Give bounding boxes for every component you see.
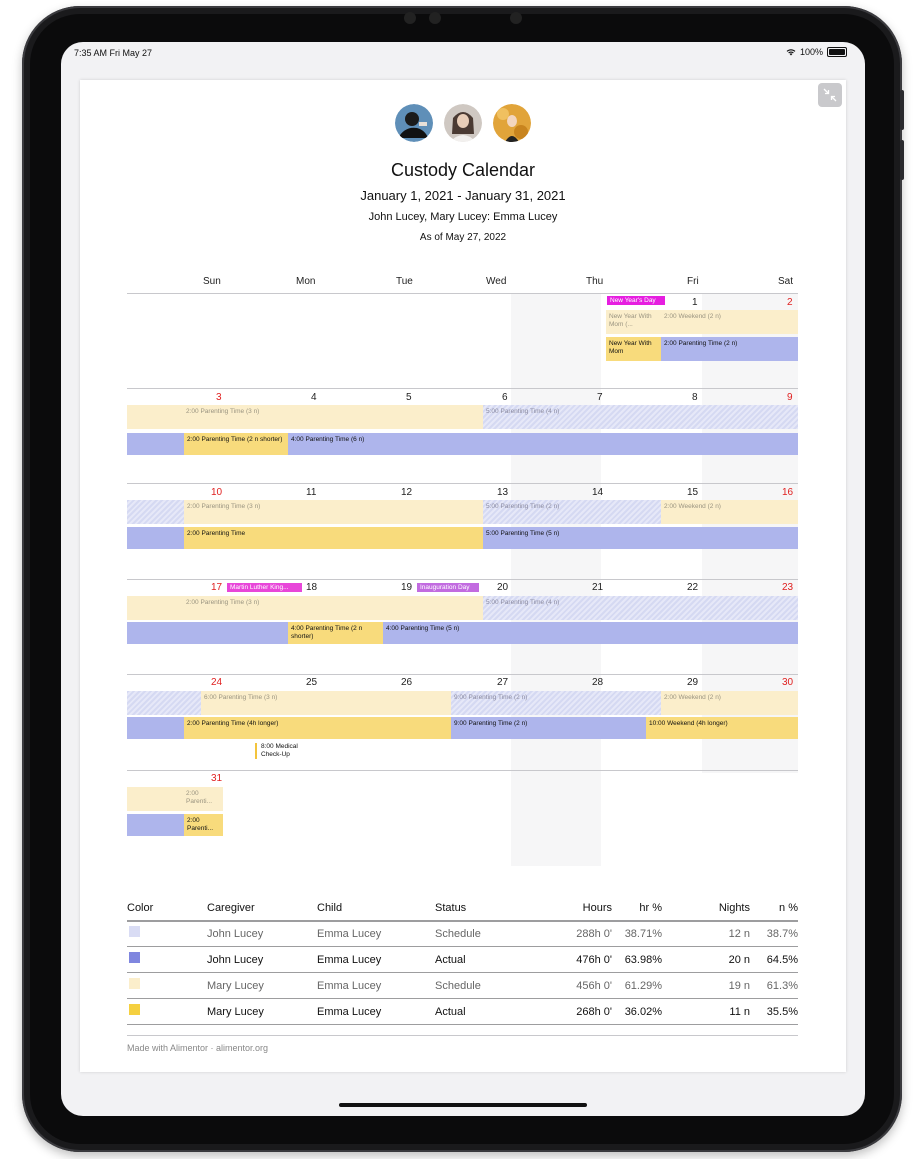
table-header [127,894,798,922]
nights-cell: 20 n [728,954,750,966]
day-8[interactable]: 8 [692,392,698,403]
actual-bar[interactable]: 2:00 Parenting Time [184,527,483,549]
status-time: 7:35 AM Fri May 27 [74,48,153,58]
schedule-bar[interactable]: 5:00 Parenting Time (2 n) [483,500,661,524]
child-cell: Emma Lucey [317,954,382,966]
header-status: Status [435,902,467,914]
status-right [786,47,847,57]
collapse-icon [818,83,842,107]
schedule-bar[interactable]: 2:00 Parenting Time (3 n) [184,500,483,524]
week-divider [127,483,798,484]
footer-credit[interactable]: Made with Alimentor · alimentor.org [127,1043,269,1053]
day-11[interactable]: 11 [306,487,317,498]
day-25[interactable]: 25 [306,677,318,688]
table-row [127,998,798,1025]
day-26[interactable]: 26 [401,677,413,688]
day-18[interactable]: 18 [306,582,318,593]
day-31[interactable]: 31 [211,773,223,784]
actual-bar[interactable]: 5:00 Parenting Time (5 n) [483,527,798,549]
weekday-thu: Thu [586,276,604,287]
hours-cell: 456h 0' [576,980,612,992]
actual-bar[interactable]: 4:00 Parenting Time (5 n) [383,622,798,644]
day-2[interactable]: 2 [787,297,793,308]
week-divider [127,293,798,294]
day-9[interactable]: 9 [787,392,793,403]
schedule-bar[interactable] [127,691,201,715]
n-pct-cell: 64.5% [766,954,798,966]
n-pct-cell: 61.3% [766,980,798,992]
day-28[interactable]: 28 [592,677,604,688]
schedule-bar[interactable]: 6:00 Parenting Time (3 n) [201,691,451,715]
day-30[interactable]: 30 [782,677,794,688]
day-16[interactable]: 16 [782,487,794,498]
day-21[interactable]: 21 [592,582,604,593]
schedule-bar[interactable]: 2:00 Parenti... [127,787,223,811]
child-cell: Emma Lucey [317,980,382,992]
status-cell: Schedule [435,980,481,992]
day-17[interactable]: 17 [211,582,223,593]
schedule-bar[interactable]: New Year With Mom (... [606,310,661,334]
front-camera [404,12,416,24]
sensor [429,12,441,24]
hours-cell: 288h 0' [576,928,612,940]
schedule-bar[interactable]: 2:00 Parenting Time (3 n) [127,405,483,429]
day-27[interactable]: 27 [497,677,509,688]
actual-bar[interactable] [127,622,288,644]
hr-pct-cell: 61.29% [624,980,662,992]
caregiver-cell: John Lucey [207,954,264,966]
weekday-wed: Wed [486,276,507,287]
avatar-emma [493,104,531,142]
caregiver-cell: Mary Lucey [207,980,264,992]
week-divider [127,674,798,675]
header-hr-pct: hr % [639,902,662,914]
table-row [127,920,798,947]
child-cell: Emma Lucey [317,928,382,940]
day-4[interactable]: 4 [311,392,317,403]
actual-bar[interactable]: 4:00 Parenting Time (2 n shorter) [288,622,383,644]
header-n-pct: n % [779,902,798,914]
actual-bar[interactable] [127,527,184,549]
color-swatch [129,926,140,937]
footer-divider [127,1035,798,1036]
week-divider [127,579,798,580]
screen [61,42,865,1116]
day-14[interactable]: 14 [592,487,604,498]
day-5[interactable]: 5 [406,392,412,403]
actual-bar[interactable]: 4:00 Parenting Time (6 n) [288,433,798,455]
day-19[interactable]: 19 [401,582,413,593]
schedule-bar[interactable]: 5:00 Parenting Time (4 n) [483,405,798,429]
home-indicator[interactable] [339,1103,587,1107]
caregiver-cell: Mary Lucey [207,1006,264,1018]
day-22[interactable]: 22 [687,582,699,593]
header-nights: Nights [718,902,750,914]
day-24[interactable]: 24 [211,677,223,688]
status-cell: Schedule [435,928,481,940]
actual-bar[interactable]: 2:00 Parenting Time (4h longer) [184,717,451,739]
event-medical-checkup[interactable]: 8:00 Medical Check-Up [255,743,309,759]
week-divider [127,388,798,389]
day-13[interactable]: 13 [497,487,509,498]
holiday-new-year[interactable]: New Year's Day [607,296,665,305]
day-20[interactable]: 20 [497,582,509,593]
n-pct-cell: 35.5% [766,1006,798,1018]
day-15[interactable]: 15 [687,487,699,498]
schedule-bar[interactable]: 2:00 Weekend (2 n) [661,310,798,334]
weekday-sat: Sat [778,276,794,287]
week-divider [127,770,798,771]
hours-cell: 476h 0' [576,954,612,966]
report-page [80,80,846,1072]
child-cell: Emma Lucey [317,1006,382,1018]
status-cell: Actual [435,1006,466,1018]
hr-pct-cell: 63.98% [624,954,662,966]
report-date-range: January 1, 2021 - January 31, 2021 [360,188,566,203]
nights-cell: 12 n [728,928,750,940]
caregiver-cell: John Lucey [207,928,264,940]
header-caregiver: Caregiver [207,902,255,914]
color-swatch [129,1004,140,1015]
holiday-inauguration[interactable]: Inauguration Day [417,583,479,592]
schedule-bar[interactable]: 2:00 Weekend (2 n) [661,691,798,715]
battery-icon [827,47,847,57]
day-3[interactable]: 3 [216,392,222,403]
avatar-john [395,104,433,142]
weekday-sun: Sun [203,276,221,287]
day-7[interactable]: 7 [597,392,603,403]
nights-cell: 11 n [729,1006,750,1018]
color-swatch [129,952,140,963]
volume-button [900,90,904,130]
volume-button [900,140,904,180]
actual-bar[interactable] [127,814,184,836]
actual-bar[interactable]: 10:00 Weekend (4h longer) [646,717,798,739]
hours-cell: 268h 0' [576,1006,612,1018]
avatar-mary [444,104,482,142]
weekday-fri: Fri [687,276,699,287]
day-23[interactable]: 23 [782,582,794,593]
actual-bar[interactable]: New Year With Mom [606,337,661,361]
holiday-mlk[interactable]: Martin Luther King... [227,583,302,592]
sensor [510,12,522,24]
table-row [127,972,798,999]
actual-bar[interactable]: 2:00 Parenting Time (2 n) [661,337,798,361]
schedule-bar[interactable] [127,500,184,524]
n-pct-cell: 38.7% [766,928,798,940]
schedule-bar[interactable]: 2:00 Parenting Time (3 n) [127,596,483,620]
actual-bar[interactable] [127,717,184,739]
actual-bar[interactable]: 9:00 Parenting Time (2 n) [451,717,646,739]
day-1[interactable]: 1 [692,297,698,308]
actual-bar[interactable]: 2:00 Parenti... [184,814,223,836]
color-swatch [129,978,140,989]
status-bar [61,42,865,64]
schedule-bar[interactable]: 5:00 Parenting Time (4 n) [483,596,798,620]
actual-bar[interactable]: 2:00 Parenting Time (2 n shorter) [184,433,288,455]
day-10[interactable]: 10 [211,487,223,498]
day-6[interactable]: 6 [502,392,508,403]
status-cell: Actual [435,954,466,966]
battery-percent: 100% [799,47,823,57]
nights-cell: 19 n [728,980,750,992]
hr-pct-cell: 36.02% [624,1006,662,1018]
collapse-button[interactable] [818,83,842,107]
report-as-of: As of May 27, 2022 [419,232,507,243]
schedule-bar[interactable]: 2:00 Weekend (2 n) [661,500,798,524]
header-color: Color [127,902,154,914]
day-12[interactable]: 12 [401,487,413,498]
report-parties: John Lucey, Mary Lucey: Emma Lucey [368,211,558,223]
header-hours: Hours [582,902,612,914]
day-29[interactable]: 29 [687,677,699,688]
table-row [127,946,798,973]
header-child: Child [317,902,343,914]
actual-bar[interactable] [127,433,184,455]
hr-pct-cell: 38.71% [624,928,662,940]
weekday-mon: Mon [296,276,316,287]
weekday-tue: Tue [396,276,413,287]
wifi-icon [786,48,796,56]
report-title: Custody Calendar [390,160,536,180]
schedule-bar[interactable]: 9:00 Parenting Time (2 n) [451,691,661,715]
